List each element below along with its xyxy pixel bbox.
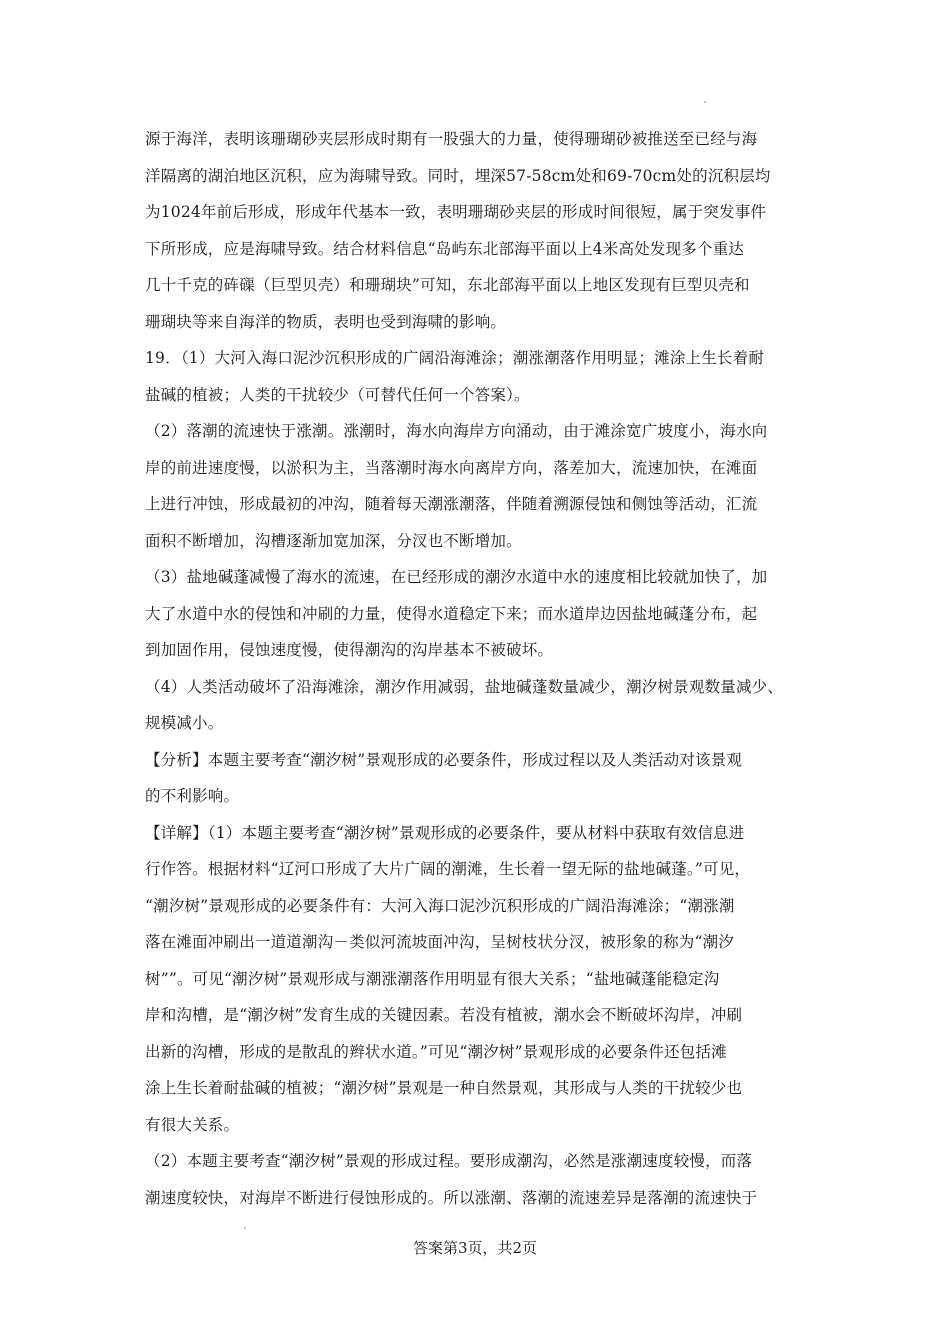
text-line: 盐碱的植被；人类的干扰较少（可替代任何一个答案）。 [145, 386, 530, 404]
text-line: 有很大关系。 [145, 1116, 240, 1134]
text-line: 【分析】本题主要考查“潮汐树”景观形成的必要条件，形成过程以及人类活动对该景观 [145, 751, 743, 769]
text-line: （4）人类活动破坏了沿海滩涂，潮汐作用减弱，盐地碱蓬数量减少，潮汐树景观数量减少、 [145, 678, 784, 696]
text-line: 【详解】（1）本题主要考查“潮汐树”景观形成的必要条件，要从材料中获取有效信息进 [145, 824, 745, 842]
text-line: 行作答。根据材料“辽河口形成了大片广阔的潮滩，生长着一望无际的盐地碱蓬。”可见， [145, 860, 751, 878]
text-line: 几十千克的砗磲（巨型贝壳）和珊瑚块”可知，东北部海平面以上地区发现有巨型贝壳和 [145, 276, 750, 294]
text-line: 洋隔离的湖泊地区沉积，应为海啸导致。同时，埋深57-58cm处和69-70cm处的沉积层均 [145, 167, 771, 185]
scan-dot [244, 1227, 246, 1229]
text-line: 出新的沟槽，形成的是散乱的辫状水道。”可见“潮汐树”景观形成的必要条件还包括滩 [145, 1043, 727, 1061]
text-line: 珊瑚块等来自海洋的物质，表明也受到海啸的影响。 [145, 313, 507, 331]
text-line: （2）落潮的流速快于涨潮。涨潮时，海水向海岸方向涌动，由于滩涂宽广坡度小，海水向 [145, 422, 768, 440]
text-line: （2）本题主要考查“潮汐树”景观的形成过程。要形成潮沟，必然是涨潮速度较慢，而落 [145, 1152, 753, 1170]
text-line: 源于海洋，表明该珊瑚砂夹层形成时期有一股强大的力量，使得珊瑚砂被推送至已经与海 [145, 130, 758, 148]
text-line: “潮汐树”景观形成的必要条件有：大河入海口泥沙沉积形成的广阔沿海滩涂；“潮涨潮 [145, 897, 735, 915]
text-line: 树””。可见“潮汐树”景观形成与潮涨潮落作用明显有很大关系；“盐地碱蓬能稳定沟 [145, 970, 720, 988]
text-line: （3）盐地碱蓬减慢了海水的流速，在已经形成的潮汐水道中水的速度相比较就加快了，加 [145, 568, 768, 586]
text-line: 落在滩面冲刷出一道道潮沟－类似河流坡面冲沟，呈树枝状分汊，被形象的称为“潮汐 [145, 933, 735, 951]
page-footer: 答案第3页，共2页 [412, 1239, 538, 1257]
text-line: 潮速度较快，对海岸不断进行侵蚀形成的。所以涨潮、落潮的流速差异是落潮的流速快于 [145, 1189, 758, 1207]
text-line: 涂上生长着耐盐碱的植被；“潮汐树”景观是一种自然景观，其形成与人类的干扰较少也 [145, 1079, 743, 1097]
text-line: 规模减小。 [145, 714, 224, 732]
text-line: 到加固作用，侵蚀速度慢，使得潮沟的沟岸基本不被破坏。 [145, 641, 554, 659]
text-line: 上进行冲蚀，形成最初的冲沟，随着每天潮涨潮落，伴随着溯源侵蚀和侧蚀等活动，汇流 [145, 495, 758, 513]
text-line: 19．（1）大河入海口泥沙沉积形成的广阔沿海滩涂；潮涨潮落作用明显；滩涂上生长着耐 [145, 349, 765, 367]
text-line: 为1024年前后形成，形成年代基本一致，表明珊瑚砂夹层的形成时间很短，属于突发事件 [145, 203, 767, 221]
text-line: 大了水道中水的侵蚀和冲刷的力量，使得水道稳定下来；而水道岸边因盐地碱蓬分布，起 [145, 605, 758, 623]
text-line: 的不利影响。 [145, 787, 240, 805]
text-line: 下所形成，应是海啸导致。结合材料信息“岛屿东北部海平面以上4米高处发现多个重达 [145, 240, 745, 258]
text-line: 岸和沟槽，是“潮汐树”发育生成的关键因素。若没有植被，潮水会不断破坏沟岸，冲刷 [145, 1006, 743, 1024]
text-line: 岸的前进速度慢，以淤积为主，当落潮时海水向离岸方向，落差加大，流速加快，在滩面 [145, 459, 758, 477]
scan-dot [704, 101, 706, 103]
text-line: 面积不断增加，沟槽逐渐加宽加深，分汊也不断增加。 [145, 532, 522, 550]
